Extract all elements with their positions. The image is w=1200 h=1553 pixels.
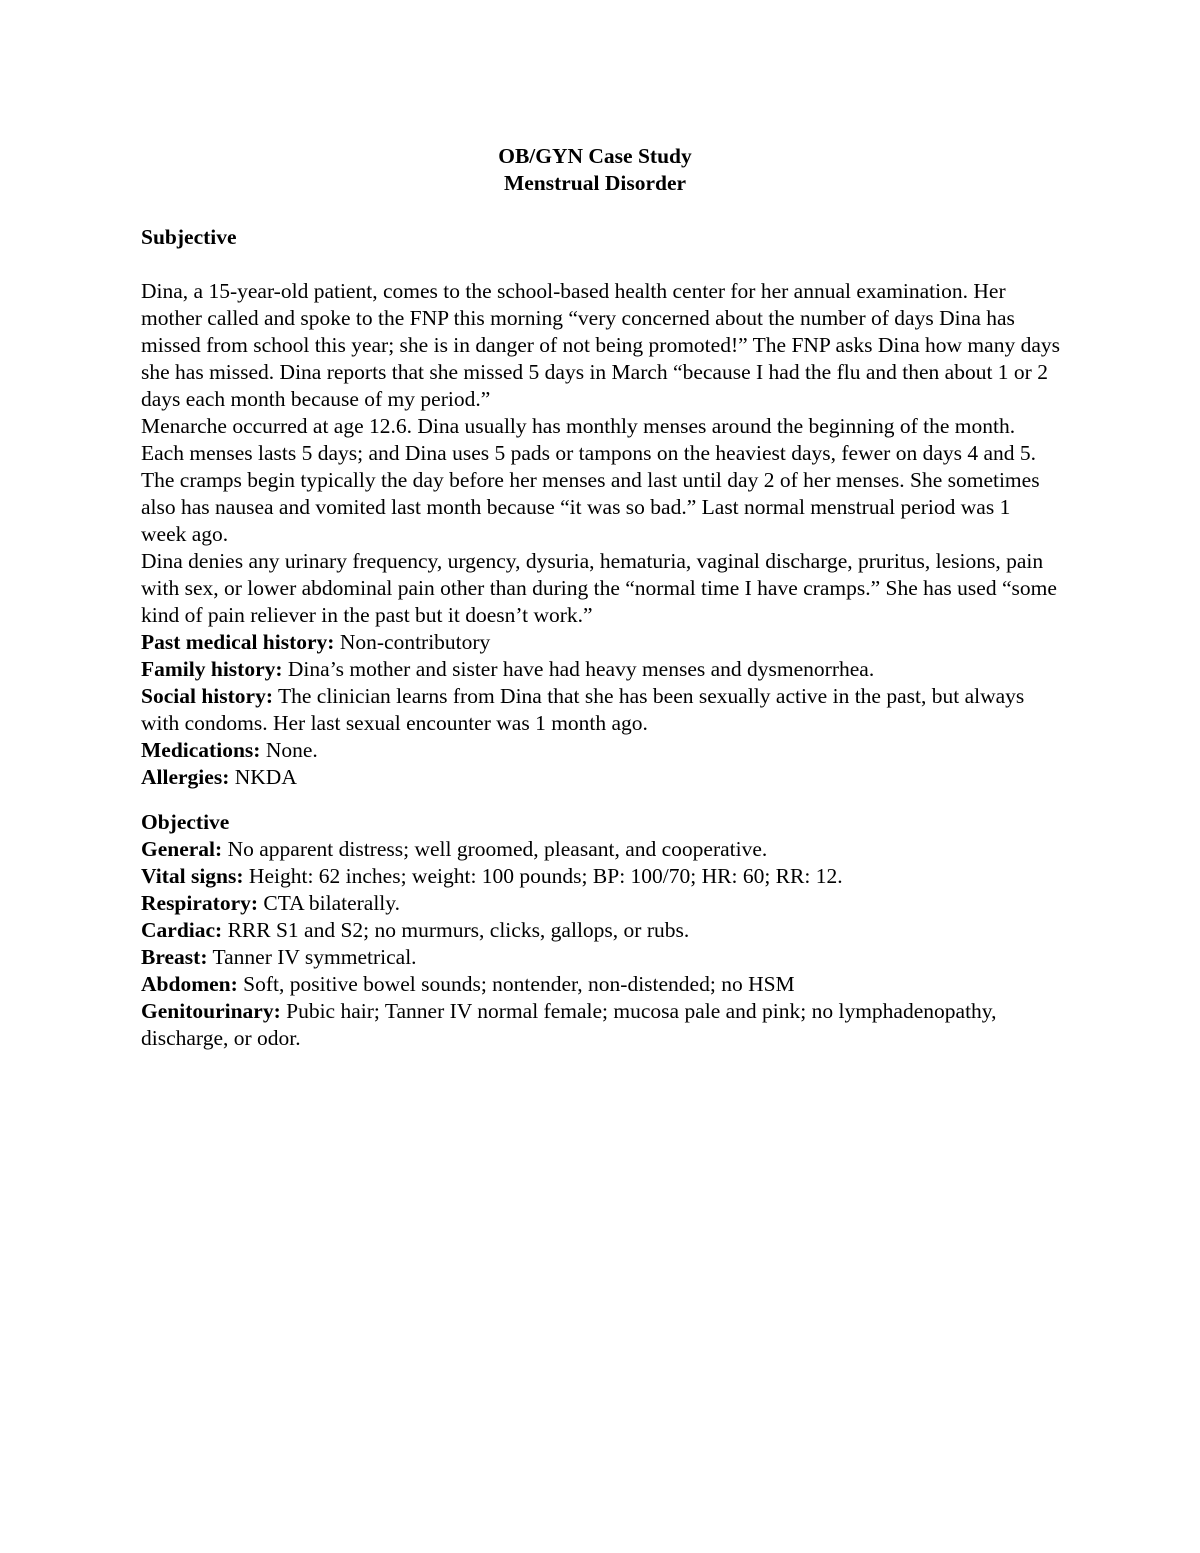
abdomen-label: Abdomen: [141,972,238,996]
vital-signs [141,863,1061,890]
social-history-label: Social history: [141,684,273,708]
title-line-1: OB/GYN Case Study [498,144,692,168]
cardiac-exam [141,917,1061,944]
breast-label: Breast: [141,945,208,969]
title-line-2: Menstrual Disorder [503,171,687,195]
respiratory-label: Respiratory: [141,891,259,915]
genitourinary-value: Pubic hair; Tanner IV normal female; mucosa pale and pink; no lymphadenopathy, discharge, or odor. [141,999,997,1050]
medications-value: None. [265,738,318,762]
social-history [141,683,1061,737]
genitourinary-exam [141,998,1061,1052]
vital-signs-value: Height: 62 inches; weight: 100 pounds; BP: 100/70; HR: 60; RR: 12. [248,864,843,888]
respiratory-exam [141,890,1061,917]
social-history-value: The clinician learns from Dina that she has been sexually active in the past, but always with condoms. Her last sexual encounter was 1 month ago. [141,684,1025,735]
subjective-heading: Subjective [141,225,237,249]
abdomen-value: Soft, positive bowel sounds; nontender, non-distended; no HSM [243,972,795,996]
general-value: No apparent distress; well groomed, pleasant, and cooperative. [227,837,768,861]
subjective-paragraph-2: Menarche occurred at age 12.6. Dina usually has monthly menses around the beginning of the month. Each menses lasts 5 days; and Dina uses 5 pads or tampons on the heaviest days, fewer on days 4 and 5. The cramps begin typically the day before her menses and last until day 2 of her menses. She sometimes also has nausea and vomited last month because “it was so bad.” Last normal menstrual period was 1 week ago. [141,414,1040,546]
vital-signs-label: Vital signs: [141,864,244,888]
family-history [141,656,1061,683]
genitourinary-label: Genitourinary: [141,999,281,1023]
respiratory-value: CTA bilaterally. [263,891,401,915]
abdomen-exam [141,971,1061,998]
breast-exam [141,944,1061,971]
document-title [129,143,1061,197]
breast-value: Tanner IV symmetrical. [212,945,417,969]
past-medical-history-value: Non-contributory [339,630,491,654]
cardiac-label: Cardiac: [141,918,223,942]
past-medical-history [141,629,1061,656]
cardiac-value: RRR S1 and S2; no murmurs, clicks, gallops, or rubs. [227,918,690,942]
subjective-paragraph-1: Dina, a 15-year-old patient, comes to the school-based health center for her annual examination. Her mother called and spoke to the FNP this morning “very concerned about the number of days Dina has missed from school this year; she is in danger of not being promoted!” The FNP asks Dina how many days she has missed. Dina reports that she missed 5 days in March “because I had the flu and then about 1 or 2 days each month because of my period.” [141,279,1060,411]
family-history-label: Family history: [141,657,283,681]
allergies-value: NKDA [234,765,297,789]
document-page [141,143,1061,1052]
medications [141,737,1061,764]
allergies [141,764,1061,791]
general-label: General: [141,837,223,861]
allergies-label: Allergies: [141,765,230,789]
medications-label: Medications: [141,738,261,762]
family-history-value: Dina’s mother and sister have had heavy menses and dysmenorrhea. [287,657,875,681]
past-medical-history-label: Past medical history: [141,630,335,654]
subjective-paragraph-3: Dina denies any urinary frequency, urgency, dysuria, hematuria, vaginal discharge, pruritus, lesions, pain with sex, or lower abdominal pain other than during the “normal time I have cramps.” She has used “some kind of pain reliever in the past but it doesn’t work.” [141,549,1057,627]
objective-heading: Objective [141,810,230,834]
general-exam [141,836,1061,863]
